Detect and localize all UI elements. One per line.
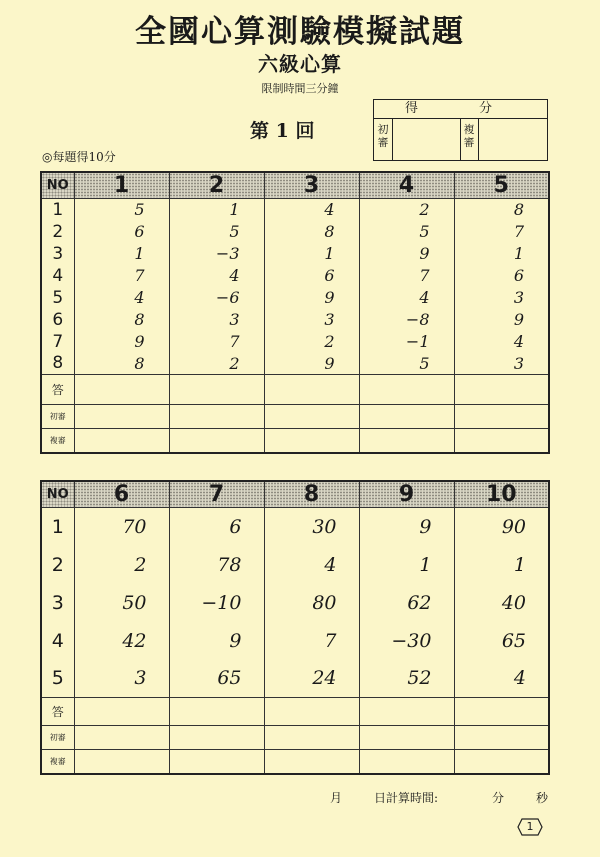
number-cell: 7 — [169, 331, 264, 353]
number-cell: 4 — [359, 287, 454, 309]
number-cell: 6 — [454, 265, 549, 287]
first-check-row — [41, 405, 549, 429]
number-cell: 9 — [454, 309, 549, 331]
number-cell: 6 — [169, 508, 264, 546]
number-cell: 9 — [169, 622, 264, 660]
number-cell: 4 — [454, 660, 549, 698]
first-check-cell[interactable] — [74, 726, 169, 750]
table-row — [41, 331, 549, 353]
table-row — [41, 660, 549, 698]
question-header: 5 — [454, 172, 549, 199]
answer-cell[interactable] — [169, 698, 264, 726]
calc-time-footer — [330, 789, 548, 806]
number-cell: 90 — [454, 508, 549, 546]
number-cell: 9 — [264, 287, 359, 309]
number-cell: −30 — [359, 622, 454, 660]
first-check-cell[interactable] — [454, 405, 549, 429]
number-cell: −1 — [359, 331, 454, 353]
second-check-cell[interactable] — [454, 750, 549, 774]
second-check-cell[interactable] — [264, 429, 359, 453]
table-row — [41, 622, 549, 660]
number-cell: −10 — [169, 584, 264, 622]
number-cell: 42 — [74, 622, 169, 660]
score-second-check-label: 複審 — [460, 119, 479, 160]
number-cell: 9 — [74, 331, 169, 353]
row-number: 3 — [41, 584, 74, 622]
number-cell: 8 — [74, 353, 169, 375]
second-check-cell[interactable] — [74, 750, 169, 774]
answer-cell[interactable] — [264, 698, 359, 726]
question-header: 10 — [454, 481, 549, 508]
number-cell: 9 — [264, 353, 359, 375]
number-cell: 1 — [264, 243, 359, 265]
second-check-label: 複審 — [41, 750, 74, 774]
number-cell: 6 — [74, 221, 169, 243]
first-check-label: 初審 — [41, 726, 74, 750]
score-box — [373, 99, 548, 161]
row-number: 3 — [41, 243, 74, 265]
number-cell: 7 — [264, 622, 359, 660]
table-row — [41, 584, 549, 622]
row-number: 4 — [41, 265, 74, 287]
row-number: 2 — [41, 221, 74, 243]
number-cell: 1 — [454, 546, 549, 584]
number-cell: 40 — [454, 584, 549, 622]
answer-cell[interactable] — [264, 375, 359, 405]
answer-cell[interactable] — [74, 698, 169, 726]
question-header: 2 — [169, 172, 264, 199]
number-cell: 4 — [264, 199, 359, 221]
number-cell: 3 — [454, 287, 549, 309]
question-header: 3 — [264, 172, 359, 199]
number-cell: −6 — [169, 287, 264, 309]
footer-seconds: 秒 — [536, 791, 549, 805]
first-check-cell[interactable] — [359, 726, 454, 750]
row-number: 8 — [41, 353, 74, 375]
second-check-row — [41, 750, 549, 774]
second-check-cell[interactable] — [169, 750, 264, 774]
row-number: 2 — [41, 546, 74, 584]
answer-row — [41, 375, 549, 405]
first-check-label: 初審 — [41, 405, 74, 429]
table-row — [41, 265, 549, 287]
row-number: 5 — [41, 287, 74, 309]
row-number: 5 — [41, 660, 74, 698]
calc-table-1 — [40, 171, 550, 454]
number-cell: 1 — [74, 243, 169, 265]
answer-label: 答 — [41, 698, 74, 726]
table-row — [41, 546, 549, 584]
page-title: 全國心算測驗模擬試題 — [135, 14, 465, 50]
number-cell: 7 — [74, 265, 169, 287]
first-check-cell[interactable] — [74, 405, 169, 429]
row-number: 4 — [41, 622, 74, 660]
number-cell: 65 — [169, 660, 264, 698]
first-check-cell[interactable] — [454, 726, 549, 750]
number-cell: 30 — [264, 508, 359, 546]
answer-row — [41, 698, 549, 726]
number-cell: 1 — [169, 199, 264, 221]
number-cell: 5 — [359, 353, 454, 375]
question-header: 9 — [359, 481, 454, 508]
number-cell: 65 — [454, 622, 549, 660]
number-cell: 2 — [74, 546, 169, 584]
row-number: 6 — [41, 309, 74, 331]
table-row — [41, 243, 549, 265]
row-number: 1 — [41, 508, 74, 546]
first-check-cell[interactable] — [264, 726, 359, 750]
score-first-check-label: 初審 — [374, 119, 393, 160]
question-header: 4 — [359, 172, 454, 199]
number-cell: 5 — [74, 199, 169, 221]
footer-day-time: 日計算時間: — [374, 791, 439, 805]
calc-table-2 — [40, 480, 550, 775]
no-header: NO — [41, 481, 74, 508]
number-cell: 80 — [264, 584, 359, 622]
question-header: 6 — [74, 481, 169, 508]
page-number-badge — [517, 818, 543, 836]
answer-label: 答 — [41, 375, 74, 405]
first-check-cell[interactable] — [169, 405, 264, 429]
number-cell: 9 — [359, 508, 454, 546]
second-check-row — [41, 429, 549, 453]
second-check-cell[interactable] — [359, 429, 454, 453]
answer-cell[interactable] — [74, 375, 169, 405]
number-cell: 3 — [454, 353, 549, 375]
number-cell: 2 — [264, 331, 359, 353]
second-check-cell[interactable] — [169, 429, 264, 453]
number-cell: 1 — [359, 546, 454, 584]
number-cell: 62 — [359, 584, 454, 622]
question-header: 8 — [264, 481, 359, 508]
table-row — [41, 199, 549, 221]
first-check-cell[interactable] — [264, 405, 359, 429]
level-subtitle: 六級心算 — [258, 52, 342, 76]
number-cell: 6 — [264, 265, 359, 287]
first-check-cell[interactable] — [359, 405, 454, 429]
number-cell: 4 — [74, 287, 169, 309]
footer-minutes: 分 — [492, 791, 505, 805]
page-number: 1 — [526, 820, 534, 833]
number-cell: 5 — [169, 221, 264, 243]
score-box-title: 得 分 — [374, 100, 547, 119]
answer-cell[interactable] — [169, 375, 264, 405]
answer-cell[interactable] — [359, 375, 454, 405]
number-cell: 3 — [264, 309, 359, 331]
number-cell: 8 — [454, 199, 549, 221]
number-cell: 2 — [359, 199, 454, 221]
time-limit-text: 限制時間三分鐘 — [261, 82, 339, 95]
table-row — [41, 221, 549, 243]
points-per-question: ◎每題得10分 — [42, 150, 116, 164]
number-cell: 7 — [359, 265, 454, 287]
number-cell: 9 — [359, 243, 454, 265]
number-cell: 2 — [169, 353, 264, 375]
answer-cell[interactable] — [454, 698, 549, 726]
table-row — [41, 353, 549, 375]
question-header: 7 — [169, 481, 264, 508]
table-row — [41, 287, 549, 309]
number-cell: 4 — [264, 546, 359, 584]
number-cell: 78 — [169, 546, 264, 584]
second-check-label: 複審 — [41, 429, 74, 453]
second-check-cell[interactable] — [454, 429, 549, 453]
number-cell: 4 — [454, 331, 549, 353]
number-cell: 52 — [359, 660, 454, 698]
second-check-cell[interactable] — [264, 750, 359, 774]
number-cell: 1 — [454, 243, 549, 265]
no-header: NO — [41, 172, 74, 199]
number-cell: 3 — [74, 660, 169, 698]
number-cell: 8 — [74, 309, 169, 331]
table-row — [41, 508, 549, 546]
number-cell: 8 — [264, 221, 359, 243]
number-cell: −8 — [359, 309, 454, 331]
first-check-cell[interactable] — [169, 726, 264, 750]
number-cell: 70 — [74, 508, 169, 546]
number-cell: 50 — [74, 584, 169, 622]
row-number: 1 — [41, 199, 74, 221]
answer-cell[interactable] — [359, 698, 454, 726]
number-cell: −3 — [169, 243, 264, 265]
round-label: 第 1 回 — [250, 120, 315, 142]
first-check-row — [41, 726, 549, 750]
answer-cell[interactable] — [454, 375, 549, 405]
table-row — [41, 309, 549, 331]
number-cell: 4 — [169, 265, 264, 287]
row-number: 7 — [41, 331, 74, 353]
number-cell: 7 — [454, 221, 549, 243]
number-cell: 3 — [169, 309, 264, 331]
second-check-cell[interactable] — [74, 429, 169, 453]
question-header: 1 — [74, 172, 169, 199]
number-cell: 24 — [264, 660, 359, 698]
second-check-cell[interactable] — [359, 750, 454, 774]
footer-month: 月 — [330, 791, 343, 805]
number-cell: 5 — [359, 221, 454, 243]
